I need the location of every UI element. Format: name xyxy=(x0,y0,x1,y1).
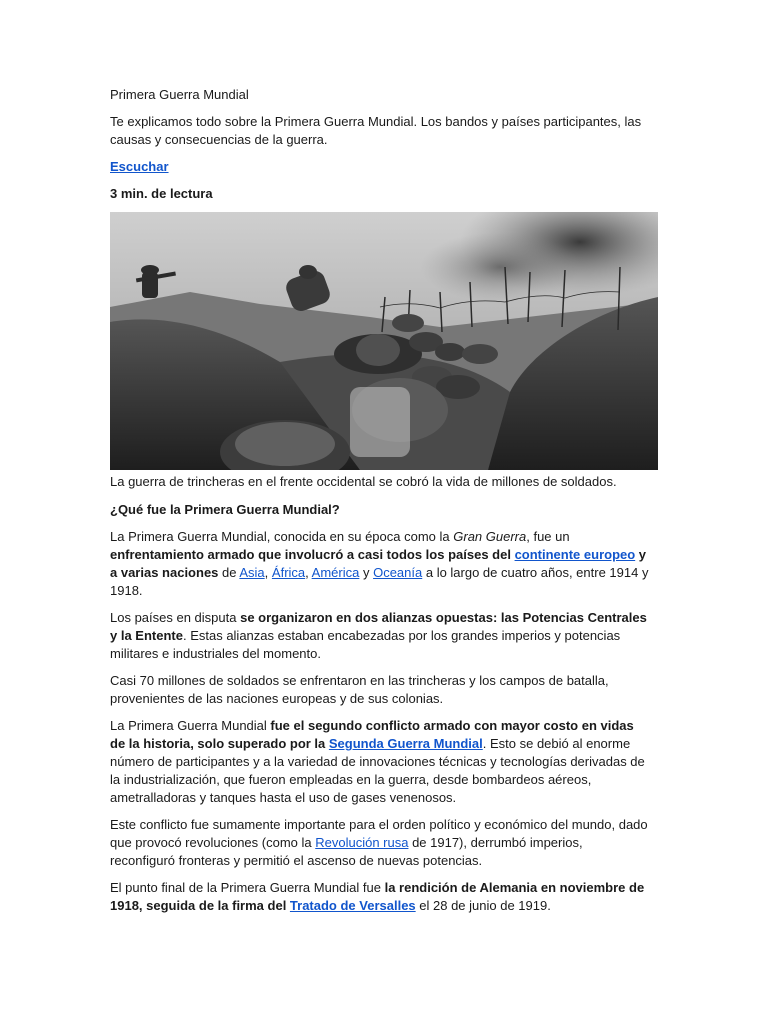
p6-bold: la rendición de Alemania en noviembre de 1918, seguida de la firma del xyxy=(110,880,645,913)
listen-paragraph xyxy=(110,158,650,176)
paragraph-6 xyxy=(110,879,650,915)
p1-text-a: La Primera Guerra Mundial, conocida en su época como la xyxy=(110,529,454,544)
paragraph-4 xyxy=(110,717,650,807)
p1-sep: y xyxy=(359,565,374,580)
image-caption: La guerra de trincheras en el frente occidental se cobró la vida de millones de soldados. xyxy=(110,474,617,489)
p5-text-c: de 1917), derrumbó imperios, reconfiguró fronteras y permitió el ascenso de nuevas potencias. xyxy=(110,835,583,868)
paragraph-1 xyxy=(110,528,650,600)
p4-text-d: . Esto se debió al enorme número de participantes y a la variedad de innovaciones técnicas y tecnologías derivadas de la industrialización, que fueron empleadas en la guerra, desde bombardeos aéreos, ametralladoras y tanques hasta el uso de gases venenosos. xyxy=(110,736,645,805)
asia-link[interactable]: Asia xyxy=(239,565,265,580)
revolucion-rusa-link[interactable]: Revolución rusa xyxy=(315,835,409,850)
document-title: Primera Guerra Mundial xyxy=(110,87,249,102)
paragraph-3: Casi 70 millones de soldados se enfrentaron en las trincheras y los campos de batalla, provenientes de las naciones europeas y de sus colonias. xyxy=(110,673,609,706)
paragraph-5 xyxy=(110,816,650,870)
p2-text-a: Los países en disputa xyxy=(110,610,241,625)
p1-bold-f: y a varias naciones xyxy=(110,547,647,580)
p2-bold: se organizaron en dos alianzas opuestas: las Potencias Centrales y la Entente xyxy=(110,610,647,643)
america-link[interactable]: América xyxy=(311,565,360,580)
segunda-guerra-mundial-link[interactable]: Segunda Guerra Mundial xyxy=(328,736,483,751)
oceania-link[interactable]: Oceanía xyxy=(373,565,423,580)
tratado-de-versalles-link[interactable]: Tratado de Versalles xyxy=(289,898,416,913)
p1-text-g: de xyxy=(218,565,240,580)
trench-photo-svg xyxy=(110,212,658,470)
africa-link[interactable]: África xyxy=(271,565,306,580)
reading-time xyxy=(110,185,650,203)
p1-bold-d: enfrentamiento armado que involucró a casi todos los países del xyxy=(110,547,515,562)
paragraph-2 xyxy=(110,609,650,663)
section-heading-text: ¿Qué fue la Primera Guerra Mundial? xyxy=(110,502,340,517)
document-body xyxy=(110,86,650,924)
p1-italic: Gran Guerra xyxy=(453,529,527,544)
p6-text-a: El punto final de la Primera Guerra Mundial fue xyxy=(110,880,385,895)
p6-text-d: el 28 de junio de 1919. xyxy=(415,898,551,913)
trench-warfare-photo xyxy=(110,212,658,470)
p1-sep: , xyxy=(264,565,272,580)
p4-text-a: La Primera Guerra Mundial xyxy=(110,718,271,733)
listen-link[interactable]: Escuchar xyxy=(110,159,169,174)
section-heading xyxy=(110,501,650,519)
p2-text-c: . Estas alianzas estaban encabezadas por los grandes imperios y potencias militares e industriales del momento. xyxy=(110,628,621,661)
p1-sep: , xyxy=(305,565,312,580)
p1-text-h: a lo largo de cuatro años, entre 1914 y 1918. xyxy=(110,565,649,598)
intro-paragraph: Te explicamos todo sobre la Primera Guerra Mundial. Los bandos y países participantes, las causas y consecuencias de la guerra. xyxy=(110,114,642,147)
p5-text-a: Este conflicto fue sumamente importante para el orden político y económico del mundo, dado que provocó revoluciones (como la xyxy=(110,817,648,850)
reading-time-label: 3 min. de lectura xyxy=(110,186,213,201)
continente-europeo-link[interactable]: continente europeo xyxy=(514,547,636,562)
p1-text-c: , fue un xyxy=(526,529,570,544)
p4-bold: fue el segundo conflicto armado con mayor costo en vidas de la historia, solo superado por la xyxy=(110,718,634,751)
